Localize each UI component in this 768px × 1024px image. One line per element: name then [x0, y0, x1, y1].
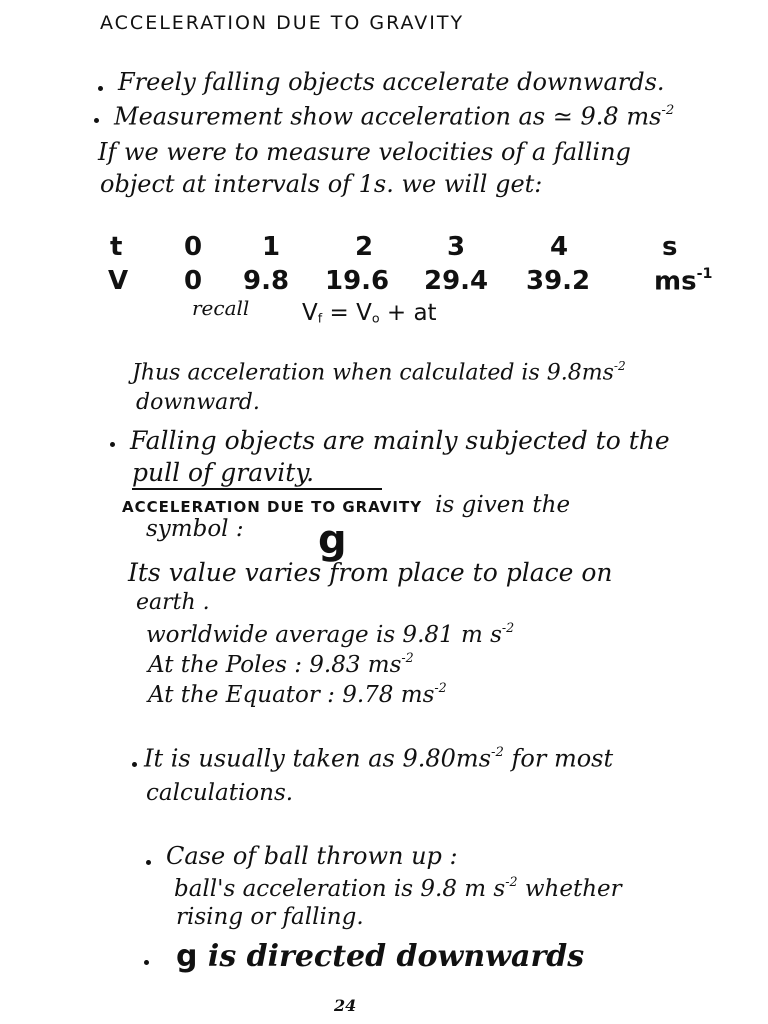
final-rest: is directed downwards	[197, 939, 585, 974]
v-value: 39.2	[526, 266, 591, 296]
formula-vf-sub: f	[317, 310, 323, 326]
bullet-measurement-text: Measurement show acceleration as ≃ 9.8 ms	[114, 102, 662, 131]
t-value: 2	[355, 232, 374, 262]
value-equator	[148, 682, 447, 707]
t-value: 0	[184, 232, 203, 262]
bullet-measurement	[114, 104, 674, 129]
v-unit-sup: -1	[696, 266, 713, 282]
bullet-dot	[94, 118, 99, 123]
final-statement	[176, 939, 585, 974]
usually-line-2: calculations.	[146, 780, 294, 806]
formula-at: + at	[379, 300, 437, 326]
usually-rest: for most	[503, 744, 614, 773]
falling-line-2: pull of gravity.	[132, 458, 315, 487]
row-label-v: V	[108, 266, 129, 296]
ball-rest: whether	[517, 876, 622, 903]
page-title: ACCELERATION DUE TO GRAVITY	[100, 12, 465, 34]
bullet-dot	[146, 860, 151, 865]
intro-line-1: If we were to measure velocities of a falling	[98, 138, 631, 166]
t-value: 1	[262, 232, 281, 262]
symbol-rest: is given the	[435, 492, 571, 518]
page-number: 24	[334, 996, 357, 1015]
varies-line-2: earth .	[136, 590, 210, 615]
formula-vf: V	[302, 300, 318, 326]
v-value: 19.6	[325, 266, 390, 296]
thus-line-2: downward.	[136, 390, 260, 415]
ball-line-1: Case of ball thrown up :	[166, 842, 458, 870]
value-poles-sup: -2	[401, 650, 414, 665]
ball-line-3: rising or falling.	[176, 904, 364, 930]
recall-label: recall	[192, 296, 250, 320]
usually-text: It is usually taken as 9.80ms	[144, 744, 492, 773]
symbol-line-2: symbol :	[146, 516, 244, 542]
formula-eq-vo: = V	[322, 300, 372, 326]
usually-line-1	[144, 746, 613, 771]
t-value: 3	[447, 232, 466, 262]
ball-line-2	[174, 876, 622, 901]
table-row-v	[0, 266, 768, 296]
t-value: 4	[550, 232, 569, 262]
v-value: 9.8	[243, 266, 290, 296]
falling-underline	[132, 488, 382, 490]
usually-sup: -2	[491, 745, 504, 760]
value-worldwide-text: worldwide average is 9.81 m s	[146, 622, 502, 649]
table-row-t	[0, 232, 768, 262]
symbol-caps: ACCELERATION DUE TO GRAVITY	[122, 498, 423, 516]
v-unit	[654, 266, 712, 296]
bullet-dot	[132, 762, 137, 767]
value-poles-text: At the Poles : 9.83 ms	[148, 652, 402, 679]
v-value: 29.4	[424, 266, 489, 296]
ball-text: ball's acceleration is 9.8 m s	[174, 876, 506, 903]
symbol-line-1	[122, 494, 570, 517]
varies-line-1: Its value varies from place to place on	[128, 558, 613, 587]
bullet-dot	[110, 442, 115, 447]
thus-text: Jhus acceleration when calculated is 9.8ms	[132, 360, 614, 386]
thus-sup: -2	[613, 359, 626, 373]
final-g: g	[176, 939, 198, 974]
symbol-g: g	[318, 517, 347, 563]
value-poles	[148, 652, 414, 677]
intro-line-2: object at intervals of 1s. we will get:	[100, 170, 543, 198]
falling-line-1: Falling objects are mainly subjected to the	[130, 426, 670, 455]
row-label-t: t	[110, 232, 123, 262]
bullet-measurement-sup: -2	[661, 103, 675, 118]
value-equator-sup: -2	[434, 680, 447, 695]
bullet-dot	[98, 86, 103, 91]
value-worldwide-sup: -2	[501, 620, 515, 635]
t-value: s	[662, 232, 678, 262]
value-equator-text: At the Equator : 9.78 ms	[148, 682, 435, 709]
bullet-dot	[144, 960, 149, 965]
recall-formula	[302, 302, 437, 325]
v-unit-text: ms	[654, 266, 697, 297]
value-worldwide	[146, 622, 514, 647]
formula-vo-sub: o	[371, 310, 380, 326]
v-value: 0	[184, 266, 203, 296]
thus-line-1	[132, 360, 626, 385]
bullet-freely-falling: Freely falling objects accelerate downwards.	[118, 68, 665, 96]
ball-sup: -2	[505, 874, 518, 889]
